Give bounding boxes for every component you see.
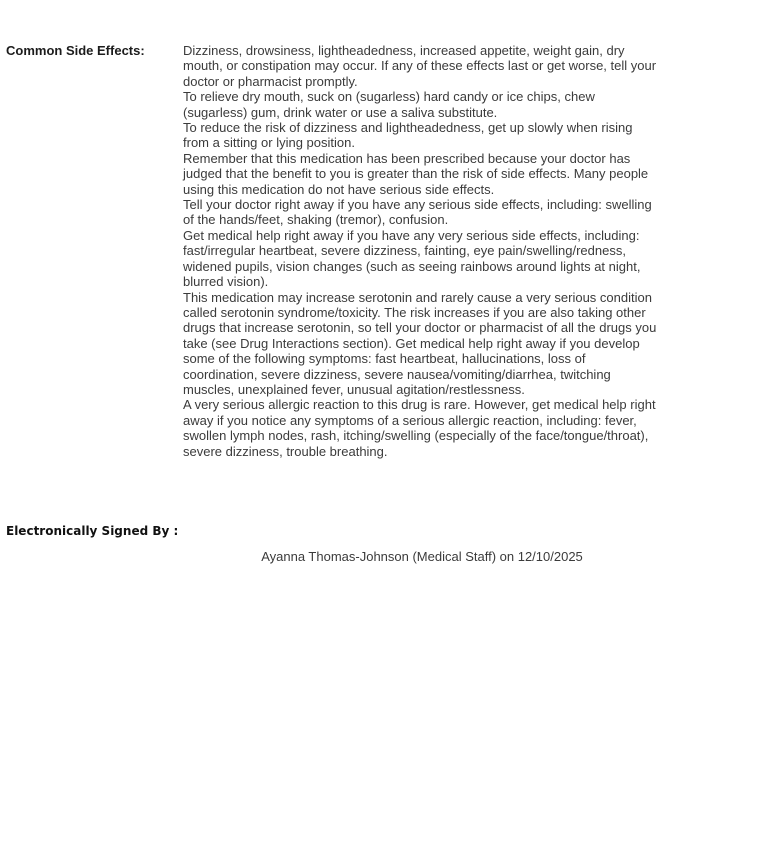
side-effects-paragraph: Tell your doctor right away if you have any serious side effects, including: swelling of the hands/feet, shaking (tremor), confusion. <box>183 197 652 228</box>
common-side-effects-label: Common Side Effects: <box>6 43 145 58</box>
side-effects-paragraph: To relieve dry mouth, suck on (sugarless) hard candy or ice chips, chew (sugarless) gum, drink water or use a saliva substitute. <box>183 89 595 120</box>
signature-value: Ayanna Thomas-Johnson (Medical Staff) on 12/10/2025 <box>261 549 583 564</box>
side-effects-paragraph: This medication may increase serotonin and rarely cause a very serious condition called serotonin syndrome/toxicity. The risk increases if you are also taking other drugs that increase serotonin, so tell your doctor or pharmacist of all the drugs you take (see Drug Interactions section). Get medical help right away if you develop some of the following symptoms: fast heartbeat, hallucinations, loss of coordination, severe dizziness, severe nausea/vomiting/diarrhea, twitching muscles, unexplained fever, unusual agitation/restlessness. <box>183 289 657 397</box>
side-effects-paragraph: Get medical help right away if you have any very serious side effects, including: fast/irregular heartbeat, severe dizziness, fainting, eye pain/swelling/redness, widened pupils, vision changes (such as seeing rainbows around lights at night, blurred vision). <box>183 227 641 290</box>
side-effects-paragraph: To reduce the risk of dizziness and lightheadedness, get up slowly when rising from a sitting or lying position. <box>183 120 633 151</box>
side-effects-paragraph: Remember that this medication has been prescribed because your doctor has judged that the benefit to you is greater than the risk of side effects. Many people using this medication do not have serious side effects. <box>183 150 649 197</box>
common-side-effects-text <box>183 43 661 459</box>
electronically-signed-by-label: Electronically Signed By : <box>6 524 179 538</box>
common-side-effects-section <box>6 43 661 459</box>
side-effects-paragraph: Dizziness, drowsiness, lightheadedness, increased appetite, weight gain, dry mouth, or constipation may occur. If any of these effects last or get worse, tell your doctor or pharmacist promptly. <box>183 43 657 89</box>
side-effects-paragraph: A very serious allergic reaction to this drug is rare. However, get medical help right away if you notice any symptoms of a serious allergic reaction, including: fever, swollen lymph nodes, rash, itching/swelling (especially of the face/tongue/throat), severe dizziness, trouble breathing. <box>183 397 656 459</box>
